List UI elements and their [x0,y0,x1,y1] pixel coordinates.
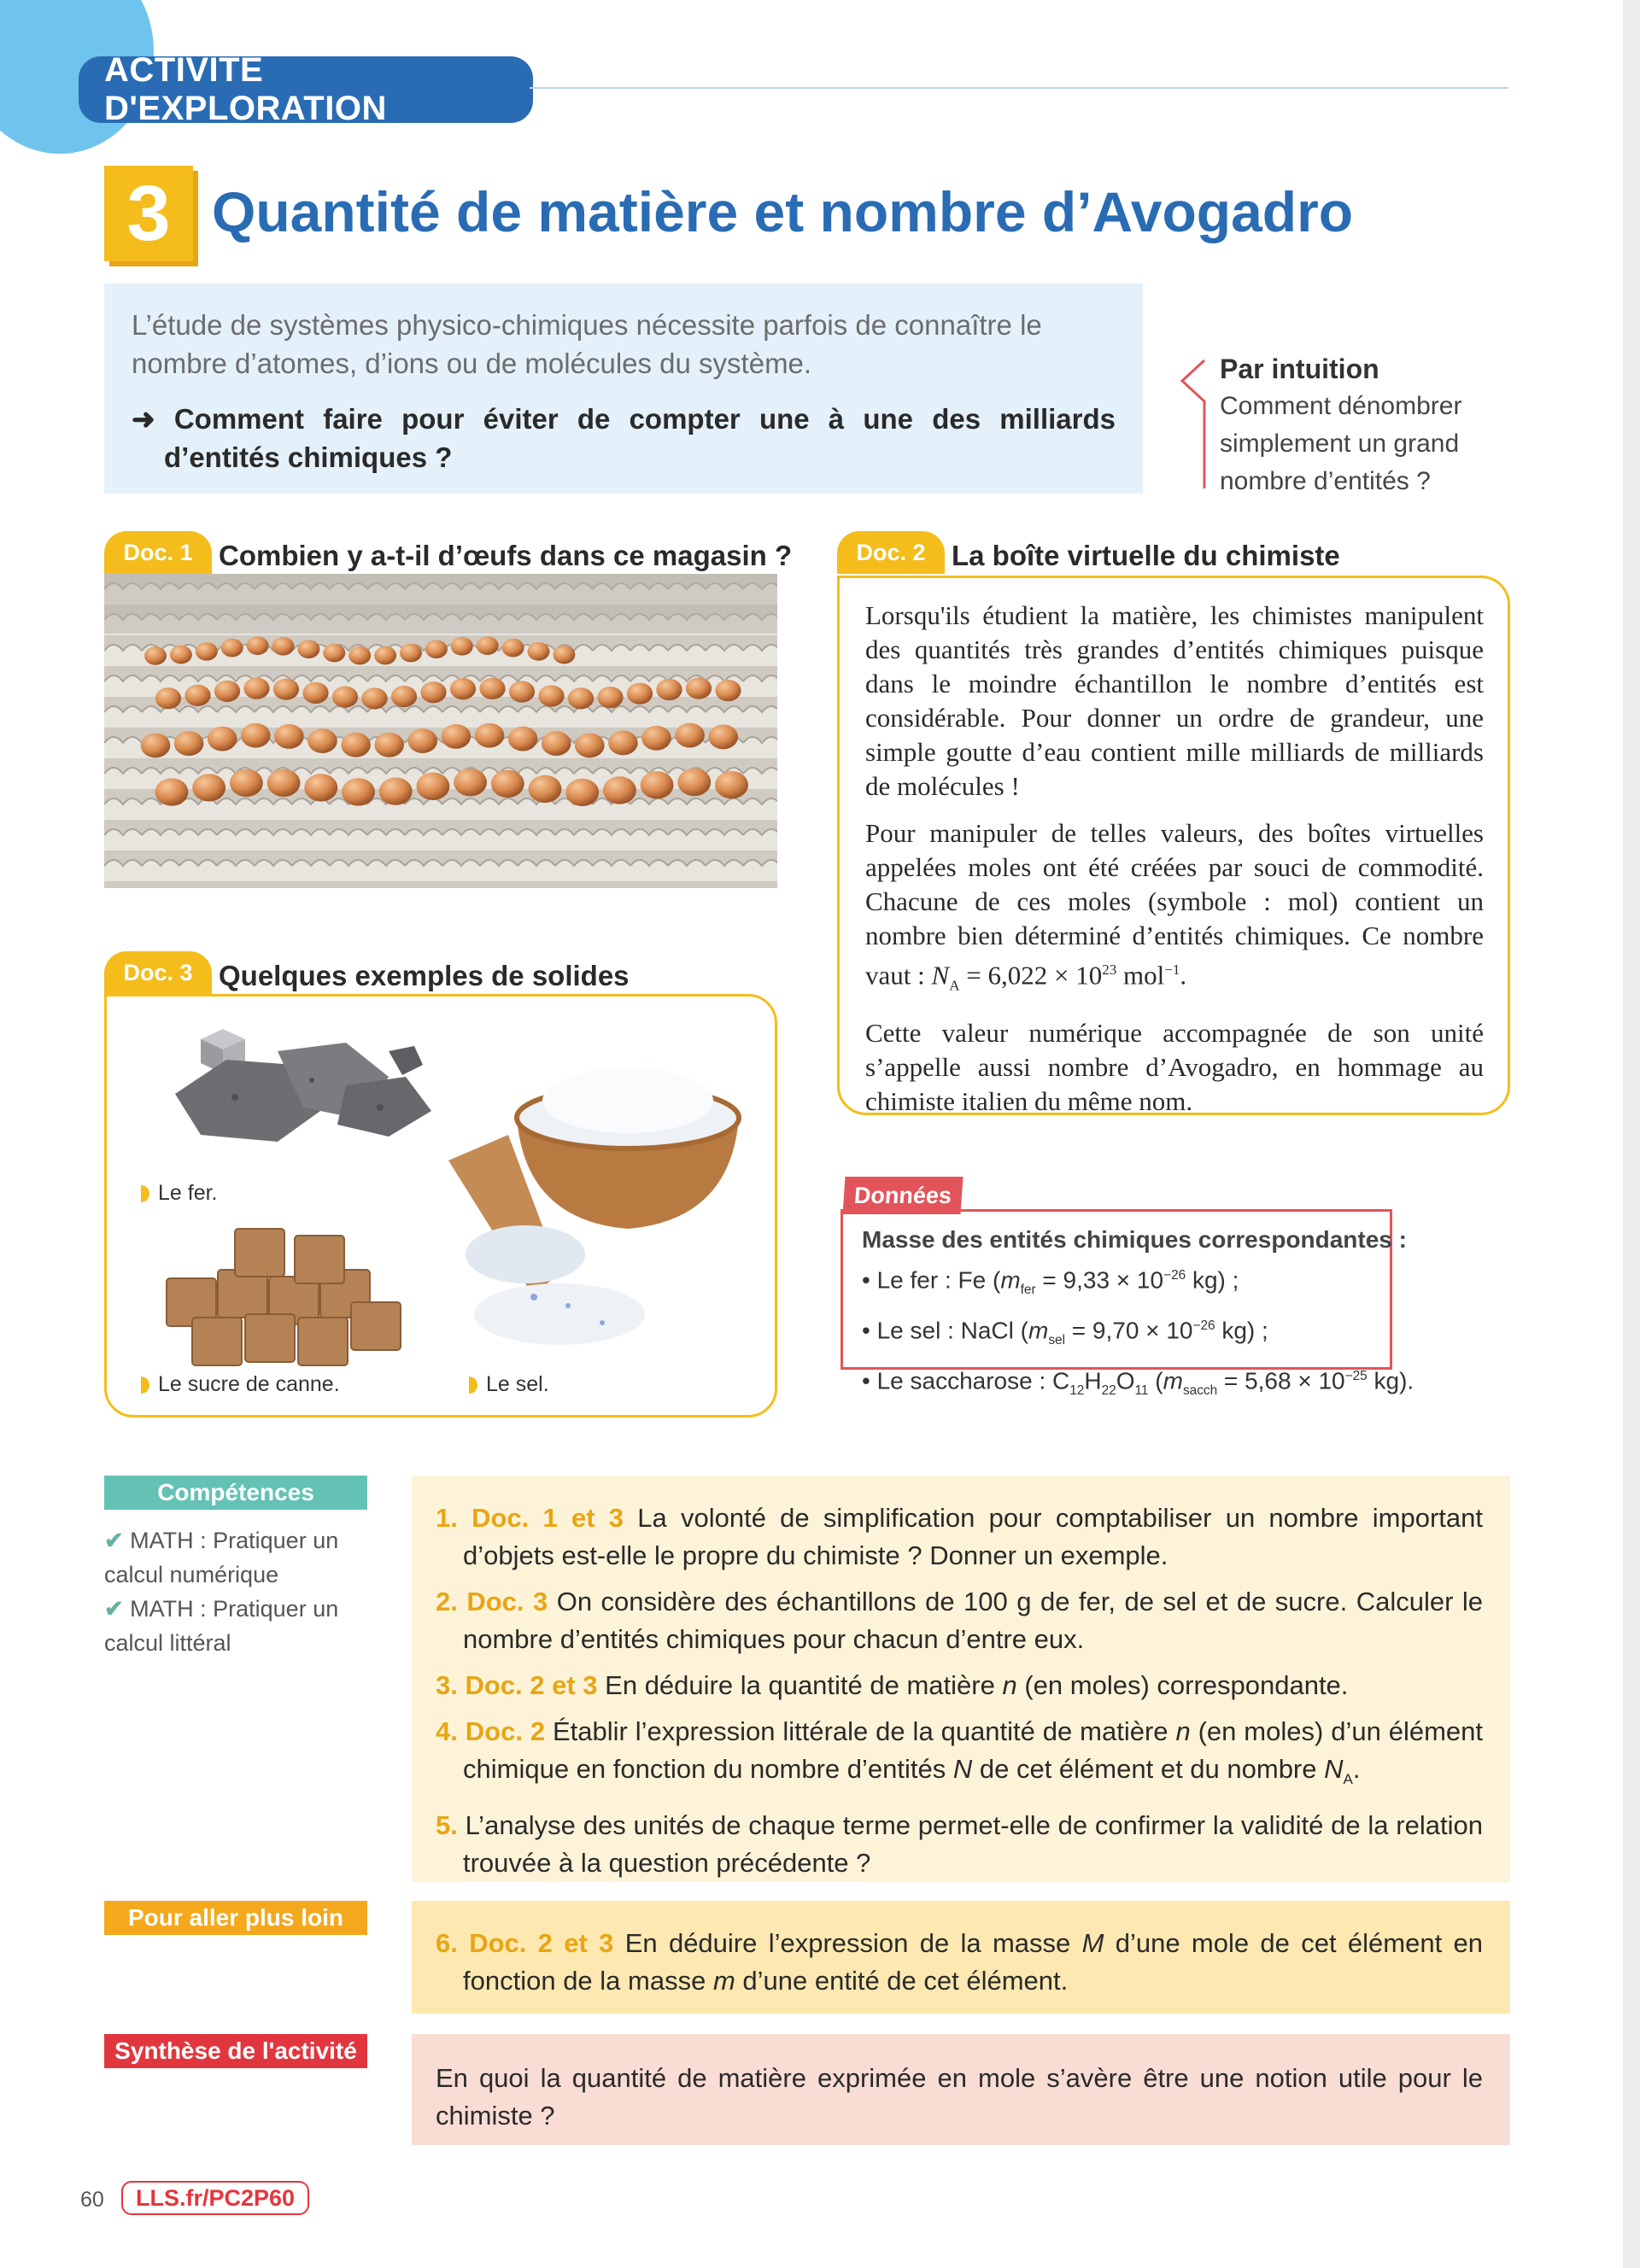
synthesis-label: Synthèse de l'activité [104,2034,367,2068]
intuition-note [1220,350,1476,500]
egg-shape [379,777,413,804]
egg-shape [451,637,473,656]
synthesis-box [412,2034,1510,2145]
egg-shape [297,640,319,658]
egg-shape [274,724,304,749]
egg-shape [184,685,210,706]
egg-shape [553,646,575,664]
cane-sugar-image [149,1210,423,1372]
question-4: 4. Doc. 2 Établir l’expression littérale de la quantité de matière n (en moles) d’un élément chimique en fonction du nombre d’entités N de cet élément et du nombre $N_A$. [436,1716,1484,1788]
egg-shape [323,644,345,663]
doc2-tab: Doc. 2 [837,531,945,574]
question-2: 2. Doc. 3 On considère des échantillons de 100 g de fer, de sel et de sucre. Calculer le nombre d’entités chimiques pour chacun d’entre eux. [436,1587,1484,1654]
egg-shape [192,774,226,801]
iron-image [149,1026,457,1154]
questions-box [412,1476,1510,1882]
eggs-photo [104,574,777,888]
egg-shape [715,771,748,798]
egg-shape [477,636,499,655]
page-number: 60 [80,2188,104,2212]
question-3: 3. Doc. 2 et 3 En déduire la quantité de matière n (en moles) correspondante. [436,1670,1349,1700]
doc1-tab: Doc. 1 [104,531,212,574]
egg-shape [442,724,472,749]
egg-shape [677,769,711,796]
caption-iron [141,1181,218,1206]
egg-shape [708,725,738,750]
egg-shape [141,734,171,758]
egg-shape [656,679,682,700]
egg-shape [221,639,243,658]
egg-shape [603,776,636,804]
data-box [840,1209,1414,1398]
doc2-paragraph-1: Lorsqu'ils étudient la matière, les chimistes manipulent des quantités très grandes d’entités chimiques puisque dans le moindre échantillon le nombre d’entités est considérable. Pour donner un ordre de grandeur, une simple goutte d’eau contient mille milliards de milliards de molécules ! [865,600,1484,801]
skill-item: ✔ MATH : Pratiquer un calcul numérique [104,1528,339,1587]
data-title: Masse des entités chimiques correspondantes : [862,1226,1407,1253]
egg-shape [230,769,263,797]
egg-shape [597,687,623,708]
egg-shape [479,678,505,699]
egg-shape [155,687,181,709]
further-label: Pour aller plus loin [104,1901,367,1935]
resource-link[interactable]: LLS.fr/PC2P60 [121,2181,309,2215]
activity-number: 3 [104,166,193,261]
bracket-icon [1179,348,1213,494]
egg-shape [491,770,524,798]
egg-shape [273,678,299,699]
egg-shape [208,727,237,751]
skills-label: Compétences [104,1476,367,1510]
question-6: 6. Doc. 2 et 3 En déduire l’expression de la masse M d’une mole de cet élément en fonction de la masse m d’une entité de cet élément. [436,1928,1484,1996]
intuition-text: Comment dénombrer simplement un grand nombre d’entités ? [1220,392,1462,495]
egg-shape [408,728,438,753]
avogadro-value: = 6,022 × 10 [959,960,1103,991]
egg-shape [214,681,240,702]
avogadro-end: . [1180,960,1187,991]
avogadro-symbol-sub: A [949,977,960,994]
caption-salt-text: Le sel. [486,1372,549,1396]
egg-shape [675,723,705,748]
intro-question: ➜ Comment faire pour éviter de compter une à une des milliards d’entités chimiques ? [132,403,1116,473]
egg-shape [155,778,189,805]
caption-marker-icon [141,1377,149,1394]
data-tab: Données [842,1177,963,1214]
doc3-title: Quelques exemples de solides [219,960,630,991]
egg-shape [528,642,550,661]
egg-shape [542,731,571,756]
egg-shape [302,682,328,704]
egg-shape [508,727,538,751]
data-line-sucrose: • Le saccharose : $C_{12}H_{22}O_{11}$ ($m_{sacch} = 5,68 \times 10^{-25}$ kg). [862,1367,1414,1398]
salt-image [431,1041,764,1365]
avogadro-symbol: N [931,960,950,991]
egg-shape [454,769,487,796]
check-icon: ✔ [104,1528,124,1553]
data-line-iron: • Le fer : Fe ($m_{fer} = 9,33 \times 10^{-26}$ kg) ; [862,1266,1239,1297]
doc2-paragraph-3: Cette valeur numérique accompagnée de son unité s’appelle aussi nombre d’Avogadro, en hommage au chimiste italien du même nom. [865,1017,1484,1116]
caption-marker-icon [141,1185,149,1202]
synthesis-text: En quoi la quantité de matière exprimée en mole s’avère être une notion utile pour le chimiste ? [436,2063,1483,2131]
egg-shape [267,769,301,797]
egg-shape [538,685,564,706]
egg-shape [420,681,446,703]
doc2-box [837,576,1510,1115]
header-divider [530,87,1508,89]
caption-sugar [141,1372,340,1397]
egg-shape [502,639,524,658]
egg-shape [308,728,337,753]
page-title: Quantité de matière et nombre d’Avogadro [212,180,1354,243]
doc2-paragraph-2 [865,816,1484,1003]
egg-shape [509,681,535,702]
egg-shape [529,775,562,803]
egg-shape [568,687,594,709]
egg-shape [391,686,417,707]
egg-shape [374,733,404,757]
egg-shape [627,683,653,704]
egg-shape [341,733,371,757]
egg-shape [174,731,204,756]
avogadro-unit: mol [1116,960,1165,991]
avogadro-exponent: 23 [1102,962,1117,978]
skill-item: ✔ MATH : Pratiquer un calcul littéral [104,1596,339,1656]
egg-shape [641,771,674,798]
avogadro-unit-exponent: −1 [1164,962,1180,978]
egg-shape [575,734,605,758]
egg-shape [247,636,269,655]
question-5: 5. L’analyse des unités de chaque terme permet-elle de confirmer la validité de la relation trouvée à la question précédente ? [436,1810,1483,1879]
caption-salt [469,1372,549,1397]
egg-shape [241,723,271,748]
caption-iron-text: Le fer. [158,1181,218,1205]
egg-shape [348,646,371,665]
egg-shape [641,726,671,751]
doc2-title: La boîte virtuelle du chimiste [952,540,1340,571]
egg-shape [715,680,741,701]
egg-shape [332,687,358,708]
doc2-paragraph-2-text: Pour manipuler de telles valeurs, des boîtes virtuelles appelées moles ont été créées par souci de commodité. Chacune de ces moles (symbole : mol) contient un nombre bien déterminé d’entités chimiques. Ce nombre vaut : [865,818,1484,991]
doc3-box [104,994,777,1418]
page-edge-shadow [1623,0,1640,2268]
egg-shape [272,637,295,656]
egg-shape [196,642,218,661]
further-box [412,1901,1510,2014]
egg-shape [400,644,422,663]
egg-shape [243,678,269,699]
egg-shape [342,778,375,805]
egg-shape [450,678,476,699]
egg-shape [361,687,387,709]
egg-shape [416,773,449,800]
intro-text: L’étude de systèmes physico-chimiques nécessite parfois de connaître le nombre d’atomes, d’ions ou de molécules du système. [132,309,1042,379]
question-1: 1. Doc. 1 et 3 La volonté de simplification pour comptabiliser un nombre important d’objets est-elle le propre du chimiste ? Donner un exemple. [436,1503,1483,1570]
egg-shape [304,774,337,801]
egg-shape [608,731,638,756]
egg-shape [374,646,396,665]
egg-shape [475,723,505,748]
check-icon: ✔ [104,1596,124,1622]
skills-list [104,1523,360,1660]
caption-marker-icon [469,1377,477,1394]
egg-shape [144,646,167,665]
egg-shape [170,646,192,664]
intro-box [104,284,1143,494]
caption-sugar-text: Le sucre de canne. [158,1372,340,1396]
data-line-salt: • Le sel : NaCl ($m_{sel} = 9,70 \times 10^{-26}$ kg) ; [862,1317,1268,1347]
intuition-title: Par intuition [1220,354,1379,384]
egg-shape [425,640,448,658]
egg-shape [686,677,712,699]
activity-type-label: ACTIVITÉ D'EXPLORATION [79,56,533,123]
doc1-title: Combien y a-t-il d’œufs dans ce magasin ? [219,540,793,571]
doc3-tab: Doc. 3 [104,951,212,994]
egg-shape [565,779,599,806]
